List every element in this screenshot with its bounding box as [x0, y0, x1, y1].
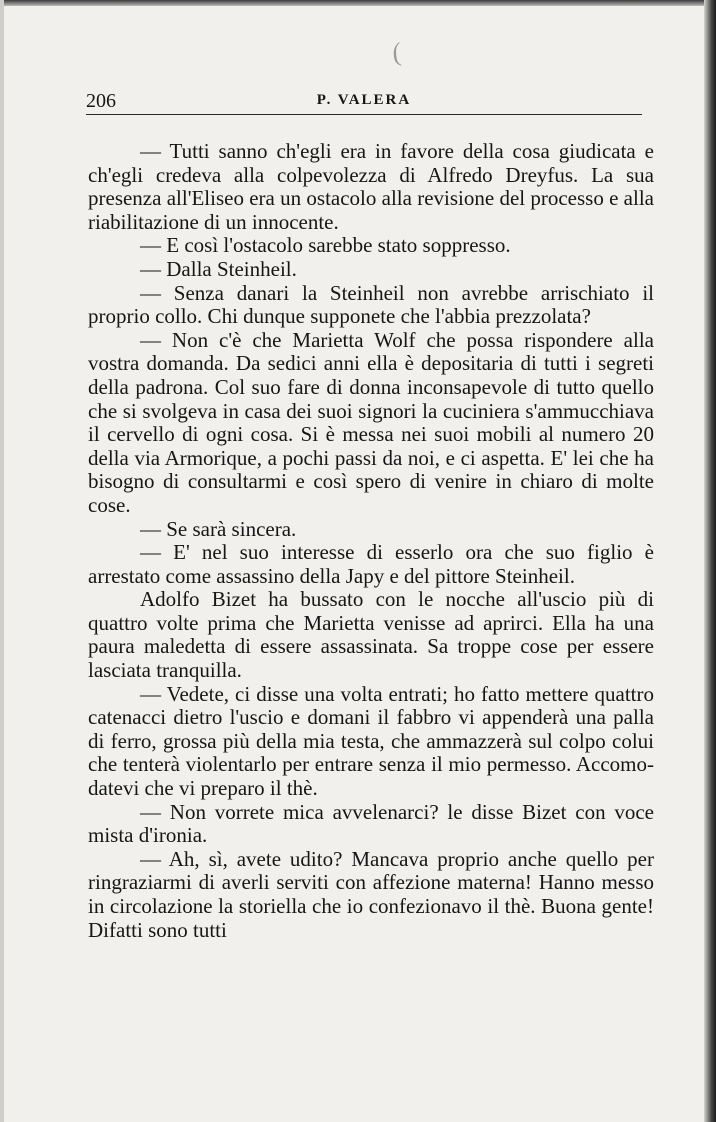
header-author: P. VALERA: [316, 92, 412, 108]
running-head: [86, 90, 642, 115]
paragraph: Adolfo Bizet ha bussato con le nocche all'uscio più di quattro volte prima che Marietta venisse ad aprirci. Ella ha una paura maledetta di essere assassinata. Sa troppe cose per essere lasciata tranquilla.: [88, 587, 654, 683]
page-top-edge: [0, 0, 716, 6]
page-number: 206: [86, 90, 116, 112]
paragraph: — Non c'è che Marietta Wolf che possa rispondere alla vostra domanda. Da sedici anni ella è depositaria di tutti i segreti della padrona. Col suo fare di donna inconsapevole di tutto quello che si svolgeva in casa dei suoi signori la cuciniera s'ammucchiava il cervello di ogni cosa. Si è messa nei suoi mobili al numero 20 della via Armorique, a pochi passi da noi, e ci aspetta. E' lei che ha bisogno di consultarmi e così spero di venire in chiaro di molte cose.: [88, 327, 654, 517]
paragraph: — Senza danari la Steinheil non avrebbe arrischiato il proprio collo. Chi dunque supponete che l'abbia prezzolata?: [88, 280, 654, 329]
paragraph: — Ah, sì, avete udito? Mancava proprio anche quello per ringraziarmi di averli serviti con affezione materna! Hanno messo in circolazione la storiella che io confezionavo il thè. Buona gente! Difatti sono tutti: [88, 846, 654, 942]
paragraph: — E' nel suo interesse di esserlo ora che suo figlio è arrestato come assassino della Japy e del pittore Steinheil.: [88, 540, 654, 588]
paragraph: — Se sarà sincera.: [140, 516, 297, 541]
page-right-edge: [704, 0, 716, 1122]
paragraph: — Vedete, ci disse una volta entrati; ho fatto mettere quattro catenacci dietro l'uscio e domani il fabbro vi appenderà una palla di ferro, grossa più della mia testa, che ammazzerà sul colpo colui che tenterà violentarlo per entrare senza il mio permesso. Accomodatevi che vi preparo il thè.: [88, 681, 654, 801]
paragraph: — Tutti sanno ch'egli era in favore della cosa giudicata e ch'egli credeva alla colpevolezza di Alfredo Dreyfus. La sua presenza all'Eliseo era un ostacolo alla revisione del processo e alla riabilitazione di un innocente.: [88, 139, 654, 234]
page-left-edge: [0, 0, 4, 1122]
pencil-mark: (: [388, 37, 405, 68]
paragraph: — E così l'ostacolo sarebbe stato soppresso.: [140, 233, 511, 258]
body-text: [88, 140, 654, 942]
paragraph: — Dalla Steinheil.: [140, 256, 297, 281]
paragraph: — Non vorrete mica avvelenarci? le disse Bizet con voce mista d'ironia.: [88, 799, 654, 848]
